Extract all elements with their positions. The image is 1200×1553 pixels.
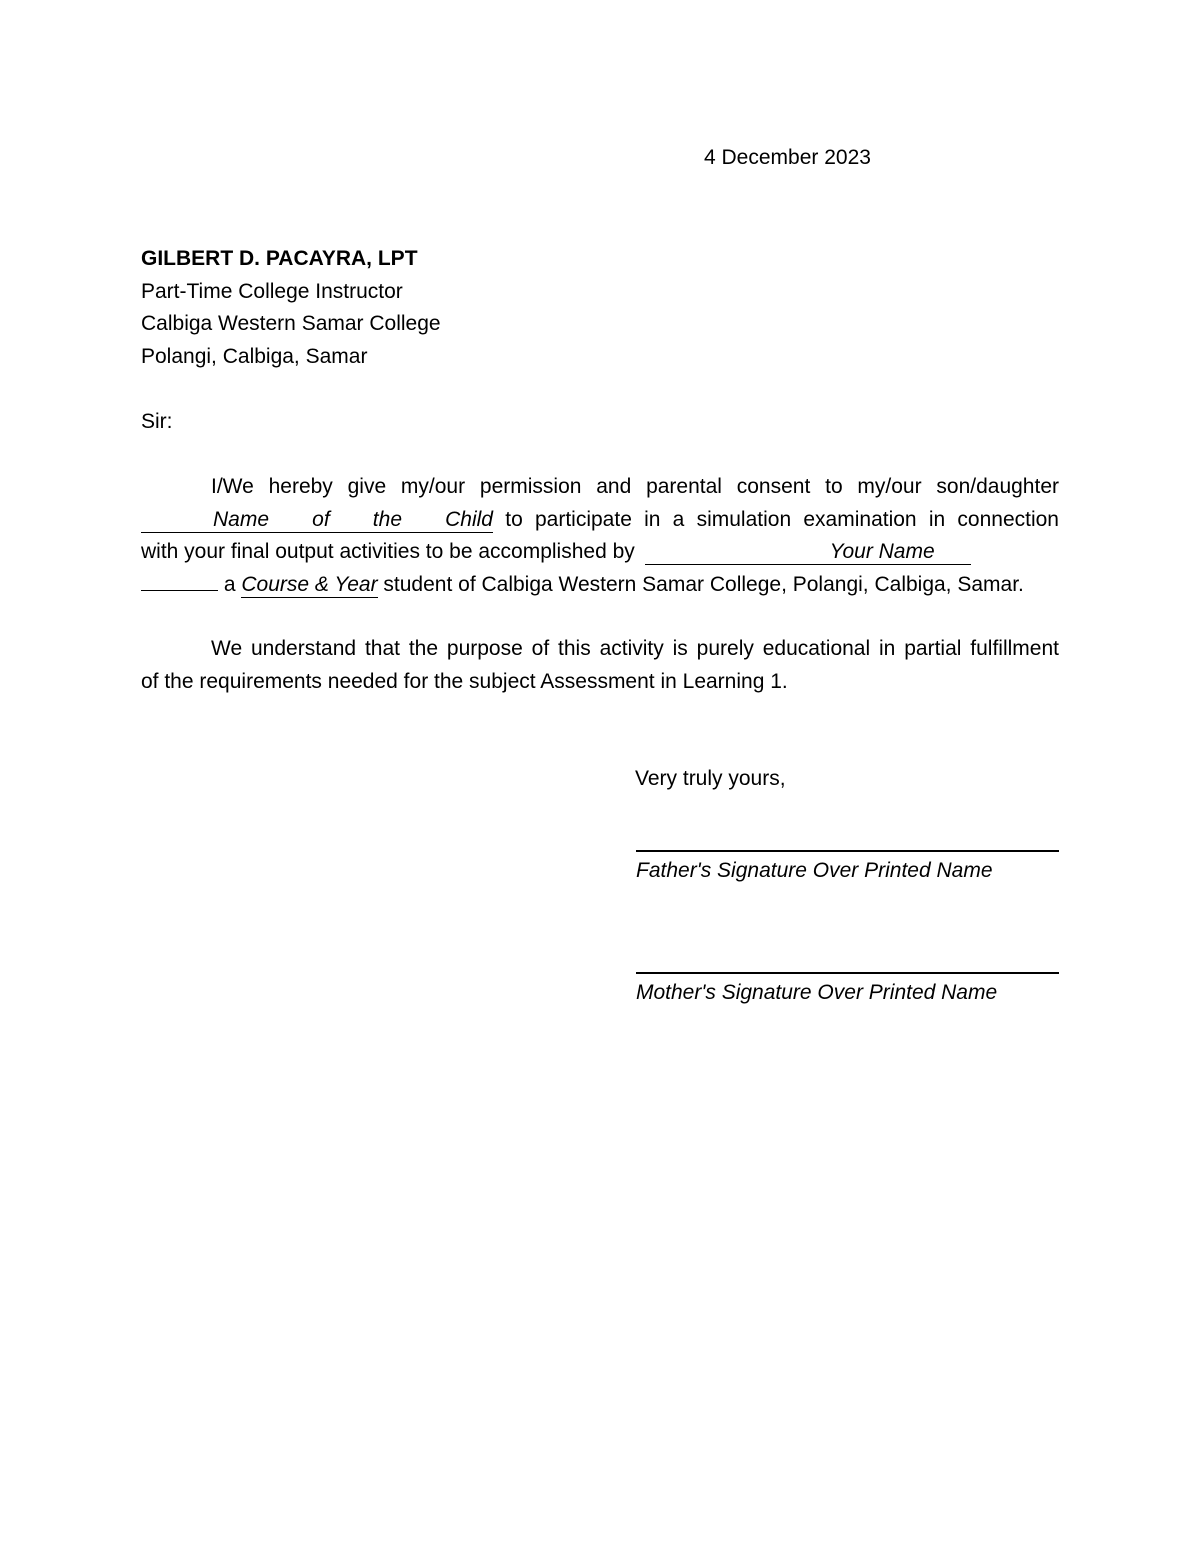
recipient-address-block — [141, 243, 441, 373]
recipient-institution: Calbiga Western Samar College — [141, 312, 441, 335]
letter-date: 4 December 2023 — [704, 146, 871, 169]
child-name-blank — [141, 508, 493, 533]
consent-line-4-text: student of Calbiga Western Samar College, Polangi, Calbiga, Samar. — [383, 572, 1024, 596]
your-name-blank — [645, 540, 971, 565]
child-name-placeholder: Name of the Child — [213, 507, 493, 531]
purpose-paragraph — [141, 633, 1059, 698]
consent-line-1: I/We hereby give my/our permission and parental consent to my/our son/daughter — [211, 475, 1059, 498]
purpose-line-2: of the requirements needed for the subject Assessment in Learning 1. — [141, 669, 788, 693]
continuation-blank — [141, 590, 218, 591]
article-a: a — [223, 572, 236, 596]
consent-line-3 — [141, 536, 1059, 569]
consent-line-2-text: to participate in a simulation examination in connection — [505, 507, 1059, 531]
recipient-name: GILBERT D. PACAYRA, LPT — [141, 247, 418, 270]
consent-line-2 — [141, 504, 1059, 537]
salutation: Sir: — [141, 410, 173, 433]
complimentary-closing: Very truly yours, — [635, 767, 786, 790]
course-year-placeholder: Course & Year — [241, 572, 378, 596]
father-signature-line — [636, 850, 1059, 852]
mother-signature-line — [636, 972, 1059, 974]
consent-paragraph — [141, 471, 1059, 601]
recipient-address: Polangi, Calbiga, Samar — [141, 344, 368, 368]
purpose-line-1: We understand that the purpose of this activity is purely educational in partial fulfillment — [211, 637, 1059, 660]
recipient-position: Part-Time College Instructor — [141, 279, 403, 303]
consent-line-3-text: with your final output activities to be accomplished by — [141, 540, 635, 563]
father-signature-label: Father's Signature Over Printed Name — [636, 859, 993, 882]
mother-signature-label: Mother's Signature Over Printed Name — [636, 981, 998, 1004]
consent-line-4 — [141, 569, 1059, 602]
your-name-placeholder: Your Name — [829, 540, 935, 563]
